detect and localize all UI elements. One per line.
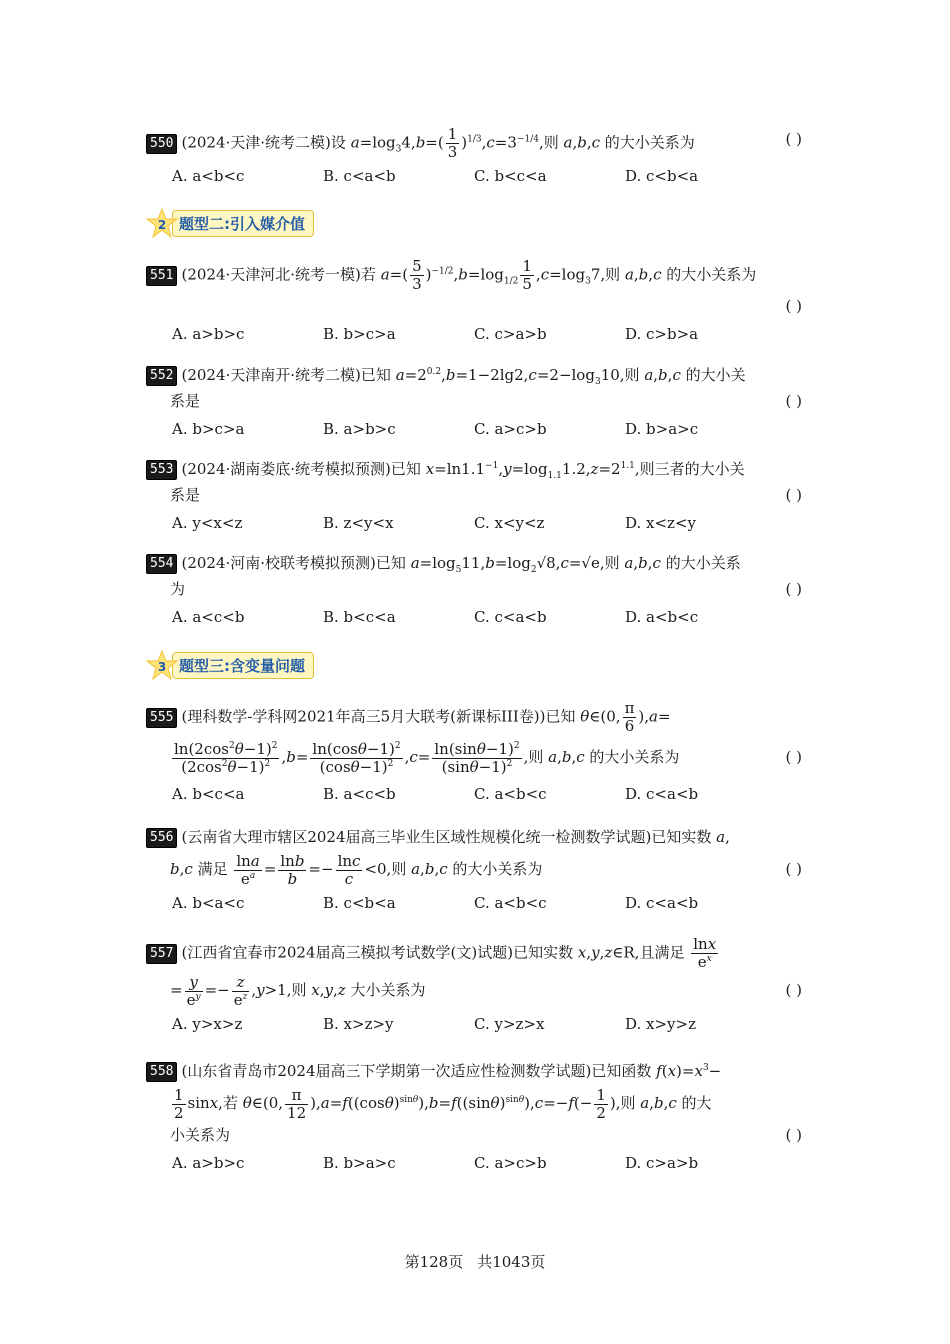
question-number: 554 — [146, 554, 177, 574]
option-d[interactable]: D. c>b>a — [625, 325, 699, 343]
option-a[interactable]: A. a>b>c — [172, 325, 245, 343]
option-b[interactable]: B. b>c>a — [323, 325, 396, 343]
question-source: (2024·天津·统考二模) — [181, 133, 331, 152]
question-source: (江西省宜春市2024届高三模拟考试数学(文)试题) — [181, 943, 514, 962]
question-stem: 555 (理科数学-学科网2021年高三5月大联考(新课标III卷))已知 θ∈(0, $\frac{\pi}{6}$ ),a= — [146, 700, 810, 735]
section-header-2 — [146, 208, 314, 238]
question-stem: 557 (江西省宜春市2024届高三模拟考试数学(文)试题)已知实数 x,y,z∈R,且满足 $\frac{\ln x}{e^x}$ — [146, 936, 810, 971]
question-source: (山东省青岛市2024届高三下学期第一次适应性检测数学试题) — [181, 1062, 592, 1080]
question-stem: 550 (2024·天津·统考二模)设 $a=\log_34,b=$( $\frac{1}{3}$ )$^{1/3},c=3^{-1/4}$,则 a,b,c 的大小关系为 ( ) — [146, 126, 810, 161]
question-stem: 553 (2024·湖南娄底·统考模拟预测)已知 $x=\ln 1.1^{-1},y=\log_{1.1}1.2,z=2^{1.1}$,则三者的大小关 — [146, 456, 810, 482]
page-footer — [0, 1252, 950, 1272]
section-header-3 — [146, 650, 314, 680]
options-row — [146, 606, 810, 628]
answer-bracket: ( ) — [785, 297, 802, 315]
option-c[interactable]: C. a>c>b — [474, 420, 547, 438]
question-stem: 558 (山东省青岛市2024届高三下学期第一次适应性检测数学试题)已知函数 $f(x)=x^3-$ — [146, 1058, 810, 1084]
answer-bracket: ( ) — [785, 392, 802, 410]
question-source: (云南省大理市辖区2024届高三毕业生区域性规模化统一检测数学试题) — [181, 828, 652, 846]
question-source: (理科数学-学科网2021年高三5月大联考(新课标III卷)) — [181, 707, 546, 726]
options-row — [146, 1013, 810, 1035]
option-c[interactable]: C. b<c<a — [474, 167, 547, 185]
option-c[interactable]: C. c>a>b — [474, 325, 547, 343]
question-number: 551 — [146, 266, 177, 286]
option-b[interactable]: B. a>b>c — [323, 420, 396, 438]
page-number: 第128页 — [404, 1253, 464, 1271]
option-d[interactable]: D. b>a>c — [625, 420, 699, 438]
option-b[interactable]: B. b<c<a — [323, 608, 396, 626]
section-number: 2 — [157, 218, 167, 232]
question-source: (2024·天津河北·统考一模) — [181, 265, 361, 284]
question-source: (2024·天津南开·统考二模) — [181, 366, 361, 384]
question-552: 552 (2024·天津南开·统考二模)已知 $a=2^{0.2},b=1-2\lg 2,c=2-\log_310$,则 a,b,c 的大小关 系是 ( ) A. b>c>a B. a>b>c C. a>c>b D. b>a>c — [146, 362, 810, 440]
question-553: 553 (2024·湖南娄底·统考模拟预测)已知 $x=\ln 1.1^{-1},y=\log_{1.1}1.2,z=2^{1.1}$,则三者的大小关 系是 ( ) A. y<x<z B. z<y<x C. x<y<z D. x<z<y — [146, 456, 810, 534]
question-554: 554 (2024·河南·校联考模拟预测)已知 $a=\log_511,b=\log_2√8,c=√e$,则 a,b,c 的大小关系 为 ( ) A. a<c<b B. b<c<a C. c<a<b D. a<b<c — [146, 550, 810, 628]
question-stem: 551 (2024·天津河北·统考一模)若 a=( $\frac{5}{3}$ )$^{-1/2},b=\log_{1/2}$ $\frac{1}{5}$ $,c=\log_37$,则 a,b,c 的大小关系为 — [146, 258, 810, 293]
options-row — [146, 323, 810, 345]
options-row — [146, 418, 810, 440]
section-title: 题型二:引入媒介值 — [172, 210, 314, 237]
question-555: 555 (理科数学-学科网2021年高三5月大联考(新课标III卷))已知 θ∈(0, $\frac{\pi}{6}$ ),a= $\frac{\ln(2\cos^2\theta-1)^2}{(2\cos^2\theta-1)^2}$ ,b= $\frac{\ln(\cos\theta-1)^2}{(\cos\theta-1)^2}$ ,c= $\frac{\ln(\sin\theta-1)^2}{(\sin\theta-1)^2}$ ,则 a,b,c 的大小关系为 ( ) A. b<c<a B. a<c<b C. a<b<c D. c<a<b — [146, 700, 810, 805]
question-source: (2024·湖南娄底·统考模拟预测) — [181, 460, 391, 478]
option-d[interactable]: D. a<b<c — [625, 608, 699, 626]
option-d[interactable]: D. x>y>z — [625, 1015, 697, 1033]
answer-bracket: ( ) — [785, 580, 802, 598]
option-d[interactable]: D. c<b<a — [625, 167, 699, 185]
option-d[interactable]: D. c>a>b — [625, 1154, 699, 1172]
option-c[interactable]: C. a>c>b — [474, 1154, 547, 1172]
question-number: 553 — [146, 460, 177, 480]
question-number: 556 — [146, 828, 177, 848]
question-source: (2024·河南·校联考模拟预测) — [181, 554, 376, 572]
option-b[interactable]: B. c<a<b — [323, 167, 396, 185]
option-b[interactable]: B. x>z>y — [323, 1015, 394, 1033]
option-b[interactable]: B. c<b<a — [323, 894, 396, 912]
option-c[interactable]: C. a<b<c — [474, 894, 547, 912]
option-c[interactable]: C. x<y<z — [474, 514, 545, 532]
options-row — [146, 892, 810, 914]
question-stem: 554 (2024·河南·校联考模拟预测)已知 $a=\log_511,b=\log_2√8,c=√e$,则 a,b,c 的大小关系 — [146, 550, 810, 576]
option-c[interactable]: C. a<b<c — [474, 785, 547, 803]
section-title: 题型三:含变量问题 — [172, 652, 314, 679]
question-number: 555 — [146, 708, 177, 728]
options-row — [146, 1152, 810, 1174]
options-row — [146, 783, 810, 805]
option-a[interactable]: A. a<b<c — [172, 167, 245, 185]
option-d[interactable]: D. x<z<y — [625, 514, 697, 532]
option-c[interactable]: C. y>z>x — [474, 1015, 545, 1033]
question-550 — [146, 126, 810, 187]
answer-bracket: ( ) — [785, 748, 802, 766]
page-total: 共1043页 — [477, 1253, 546, 1271]
question-556: 556 (云南省大理市辖区2024届高三毕业生区域性规模化统一检测数学试题)已知实数 a, b,c 满足 $\frac{\ln a}{e^a}$ = $\frac{\ln b}{b}$ =− $\frac{\ln c}{c}$ <0,则 a,b,c 的大小关系为 ( ) A. b<a<c B. c<b<a C. a<b<c D. c<a<b — [146, 824, 810, 914]
option-a[interactable]: A. y<x<z — [172, 514, 243, 532]
section-number: 3 — [157, 660, 167, 674]
option-c[interactable]: C. c<a<b — [474, 608, 547, 626]
option-a[interactable]: A. a>b>c — [172, 1154, 245, 1172]
star-icon — [146, 208, 178, 238]
answer-bracket: ( ) — [785, 486, 802, 504]
option-b[interactable]: B. b>a>c — [323, 1154, 396, 1172]
answer-bracket: ( ) — [785, 860, 802, 878]
option-a[interactable]: A. b<a<c — [172, 894, 245, 912]
answer-bracket: ( ) — [785, 130, 802, 148]
option-d[interactable]: D. c<a<b — [625, 894, 699, 912]
question-number: 550 — [146, 134, 177, 154]
option-a[interactable]: A. b>c>a — [172, 420, 245, 438]
options-row — [146, 512, 810, 534]
question-stem: 556 (云南省大理市辖区2024届高三毕业生区域性规模化统一检测数学试题)已知实数 a, — [146, 824, 810, 850]
question-stem: 552 (2024·天津南开·统考二模)已知 $a=2^{0.2},b=1-2\lg 2,c=2-\log_310$,则 a,b,c 的大小关 — [146, 362, 810, 388]
option-d[interactable]: D. c<a<b — [625, 785, 699, 803]
option-b[interactable]: B. a<c<b — [323, 785, 396, 803]
question-number: 558 — [146, 1062, 177, 1082]
option-b[interactable]: B. z<y<x — [323, 514, 394, 532]
option-a[interactable]: A. y>x>z — [172, 1015, 243, 1033]
question-557: 557 (江西省宜春市2024届高三模拟考试数学(文)试题)已知实数 x,y,z∈R,且满足 $\frac{\ln x}{e^x}$ = $\frac{y}{e^y}$ =− $\frac{z}{e^z}$ ,y>1,则 x,y,z 大小关系为 ( ) A. y>x>z B. x>z>y C. y>z>x D. x>y>z — [146, 936, 810, 1035]
option-a[interactable]: A. b<c<a — [172, 785, 245, 803]
question-number: 557 — [146, 944, 177, 964]
answer-bracket: ( ) — [785, 1126, 802, 1144]
option-a[interactable]: A. a<c<b — [172, 608, 245, 626]
question-number: 552 — [146, 366, 177, 386]
question-558: 558 (山东省青岛市2024届高三下学期第一次适应性检测数学试题)已知函数 $f(x)=x^3-$ $\frac{1}{2}$ sinx,若 θ∈(0, $\frac{\pi}{12}$ )$,a=f((\cos\theta)^{sin\theta}),b=f((\sin\theta)^{sin\theta}),c=-f(-$ $\frac{1}{2}$ ),则 a,b,c 的大 小关系为 ( ) A. a>b>c B. b>a>c C. a>c>b D. c>a>b — [146, 1058, 810, 1174]
star-icon — [146, 650, 178, 680]
options-row — [146, 165, 810, 187]
answer-bracket: ( ) — [785, 981, 802, 999]
question-551 — [146, 258, 810, 345]
